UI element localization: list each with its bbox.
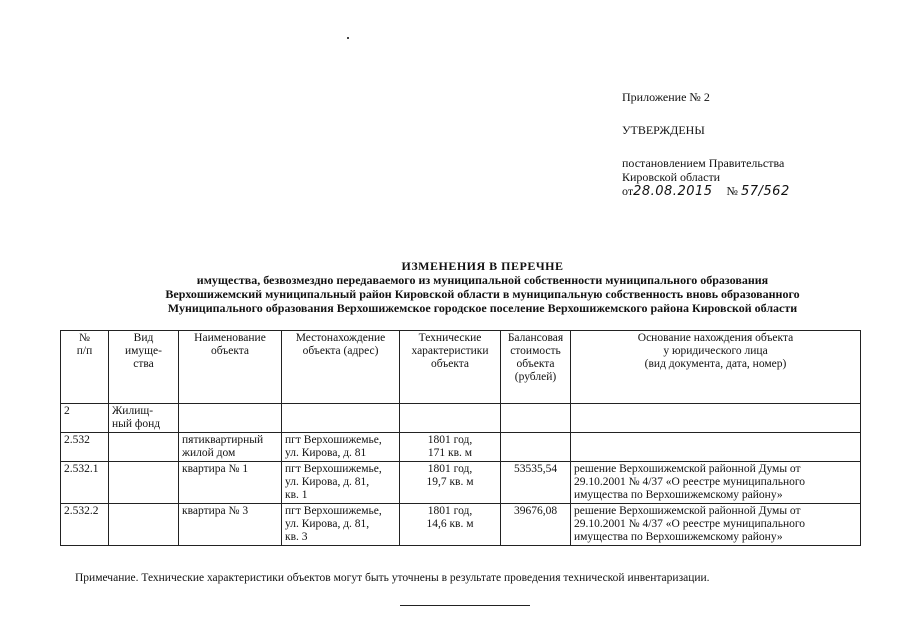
cell-location: пгт Верхошижемье, ул. Кирова, д. 81 [282,433,400,462]
header-tech-specs: Технические характеристики объекта [400,331,501,404]
title-line-2: имущества, безвозмездно передаваемого из муниципальной собственности муниципального образования [196,273,769,287]
cell-location: пгт Верхошижемье, ул. Кирова, д. 81, кв. 3 [282,504,400,546]
footnote: Примечание. Технические характеристики объектов могут быть уточнены в результате проведения технической инвентаризации. [75,572,710,584]
table-row [61,433,861,462]
handwritten-date: 28.08.2015 [633,184,713,199]
resolution-line-2: Кировской области [622,170,721,184]
header-legal-basis: Основание нахождения объекта у юридического лица (вид документа, дата, номер) [571,331,861,404]
header-object-name: Наименование объекта [179,331,282,404]
cell-object-name: квартира № 1 [179,462,282,504]
header-number: № п/п [61,331,109,404]
cell-book-value [501,433,571,462]
title-line-4: Муниципального образования Верхошижемское городское поселение Верхошижемского района Кировской области [167,301,798,315]
cell-number: 2.532.1 [61,462,109,504]
appendix-label: Приложение № 2 [622,90,710,104]
cell-tech-specs: 1801 год, 19,7 кв. м [400,462,501,504]
cell-legal-basis [571,433,861,462]
header-book-value: Балансовая стоимость объекта (рублей) [501,331,571,404]
table-row [61,504,861,546]
cell-tech-specs [400,404,501,433]
cell-book-value [501,404,571,433]
cell-tech-specs: 1801 год, 14,6 кв. м [400,504,501,546]
scan-speck [347,37,349,39]
approval-stamp-block [622,90,790,199]
header-asset-type: Вид имуще- ства [109,331,179,404]
table-row [61,462,861,504]
cell-tech-specs: 1801 год, 171 кв. м [400,433,501,462]
resolution-line-1: постановлением Правительства [622,156,785,170]
cell-location: пгт Верхошижемье, ул. Кирова, д. 81, кв. 1 [282,462,400,504]
cell-asset-type [109,462,179,504]
cell-legal-basis: решение Верхошижемской районной Думы от 29.10.2001 № 4/37 «О реестре муниципального имущества по Верхошижемскому району» [571,462,861,504]
table-row [61,404,861,433]
cell-book-value: 53535,54 [501,462,571,504]
cell-number: 2 [61,404,109,433]
cell-object-name: квартира № 3 [179,504,282,546]
document-title [60,259,905,315]
title-line-1: ИЗМЕНЕНИЯ В ПЕРЕЧНЕ [401,259,564,273]
cell-object-name: пятиквартирный жилой дом [179,433,282,462]
cell-object-name [179,404,282,433]
table-header-row [61,331,861,404]
number-prefix: № [726,184,738,198]
handwritten-number: 57/562 [740,184,790,199]
cell-legal-basis [571,404,861,433]
cell-book-value: 39676,08 [501,504,571,546]
approved-label: УТВЕРЖДЕНЫ [622,123,705,137]
cell-legal-basis: решение Верхошижемской районной Думы от 29.10.2001 № 4/37 «О реестре муниципального имущества по Верхошижемскому району» [571,504,861,546]
date-prefix: от [622,184,634,198]
cell-location [282,404,400,433]
cell-asset-type: Жилищ- ный фонд [109,404,179,433]
property-table [60,330,861,546]
resolution-date-number [622,184,790,199]
closing-rule [400,605,530,606]
cell-number: 2.532.2 [61,504,109,546]
cell-asset-type [109,433,179,462]
header-location: Местонахождение объекта (адрес) [282,331,400,404]
title-line-3: Верхошижемский муниципальный район Кировской области в муниципальную собственность вновь образованного [165,287,800,301]
cell-asset-type [109,504,179,546]
cell-number: 2.532 [61,433,109,462]
